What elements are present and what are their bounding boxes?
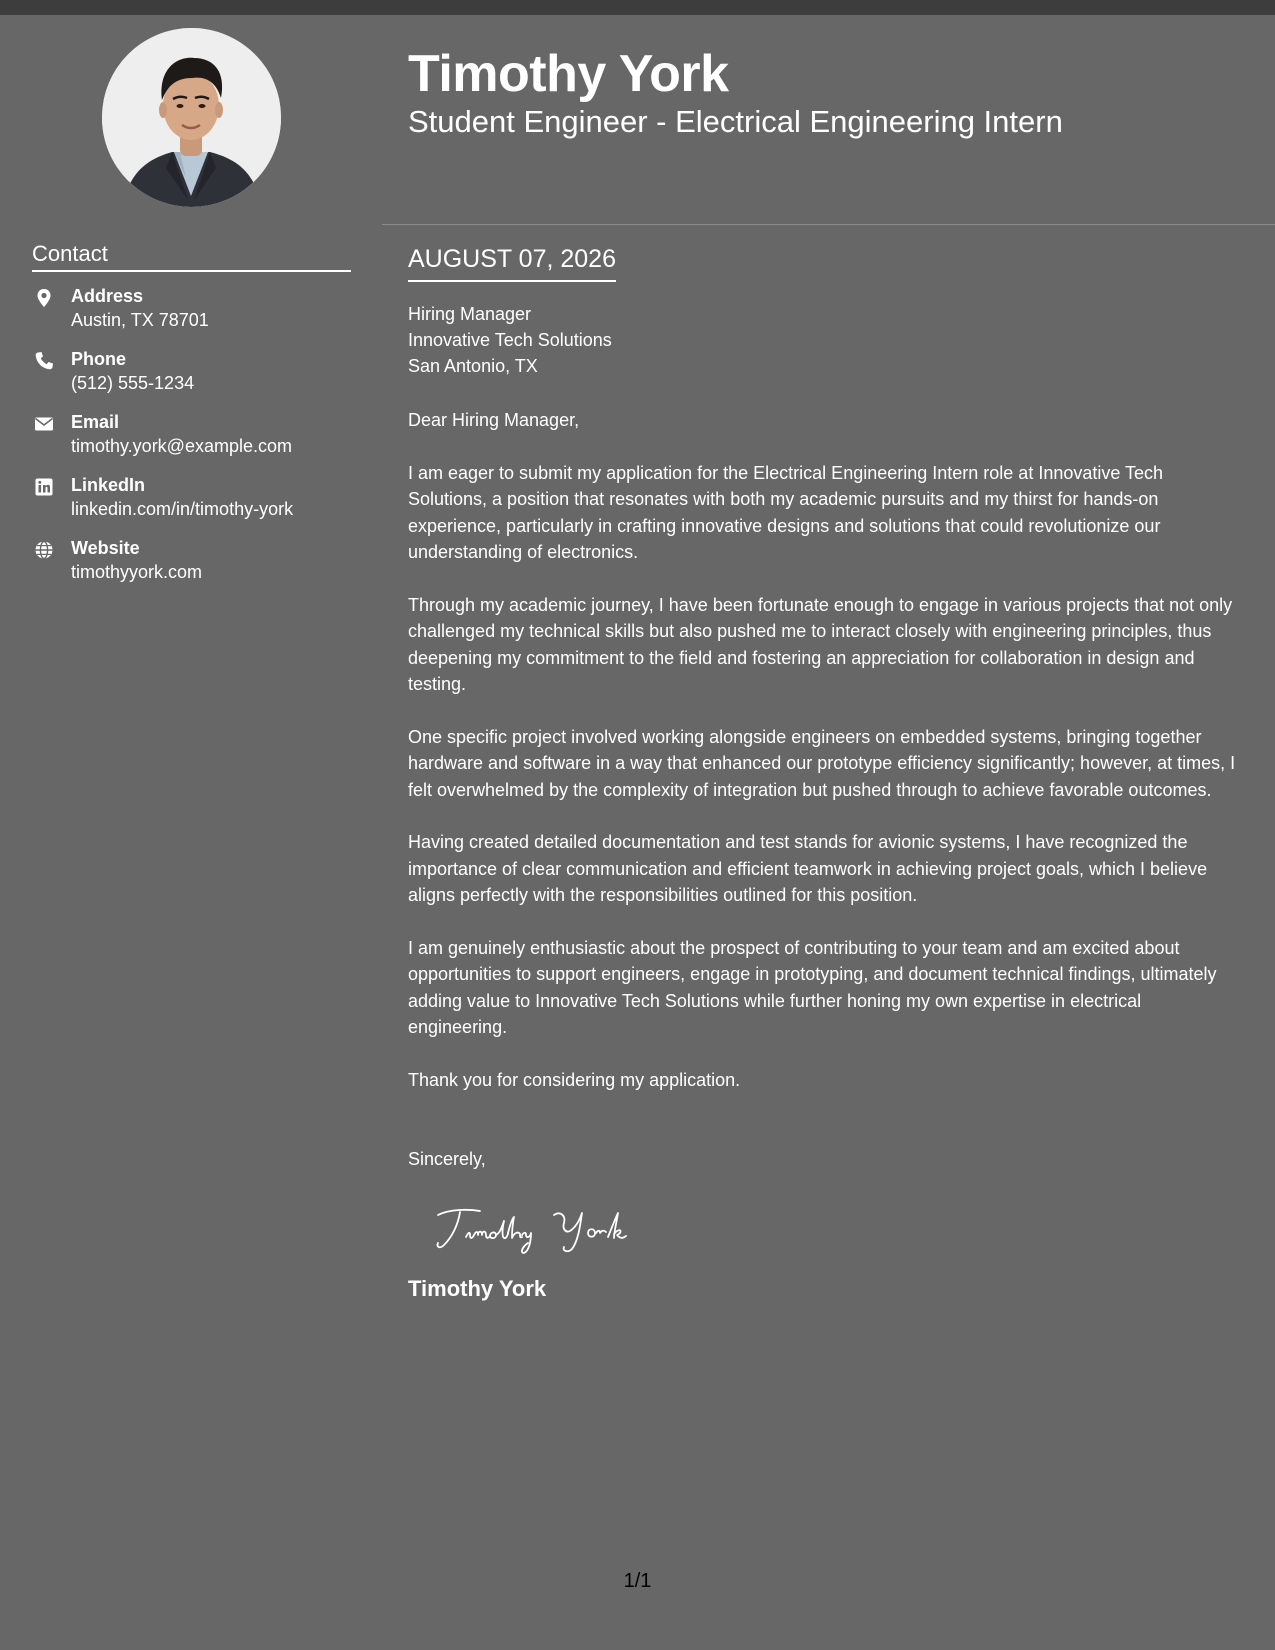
contact-item-email — [32, 410, 362, 473]
letter-paragraph: Through my academic journey, I have been fortunate enough to engage in various projects that not only challenged my technical skills but also pushed me to interact closely with engineering principles, thus deepening my commitment to the field and fostering an appreciation for collaboration in design and testing. — [408, 594, 1233, 694]
closing: Sincerely, — [408, 1149, 486, 1169]
letter-paragraph: Having created detailed documentation and test stands for avionic systems, I have recognized the importance of clear communication and efficient teamwork in achieving project goals, which I believe aligns perfectly with the responsibilities outlined for this position. — [408, 832, 1208, 905]
salutation: Dear Hiring Manager, — [408, 410, 580, 430]
recipient-line: Innovative Tech Solutions — [408, 330, 612, 350]
linkedin-icon — [34, 477, 54, 497]
avatar — [102, 28, 281, 207]
header-divider — [382, 224, 1275, 225]
letter-paragraph: I am genuinely enthusiastic about the prospect of contributing to your team and am excited about opportunities to support engineers, engage in prototyping, and document technical findings, ultimately adding value to Innovative Tech Solutions while further honing my own expertise in electrical engineering. — [408, 937, 1217, 1037]
contact-item-website — [32, 536, 362, 599]
recipient-block — [408, 301, 1240, 379]
globe-icon — [34, 540, 54, 560]
map-pin-icon — [34, 288, 54, 308]
letter-body — [408, 242, 1240, 1303]
contact-email-value[interactable]: timothy.york@example.com — [71, 436, 293, 456]
applicant-name: Timothy York — [408, 45, 729, 103]
top-bar — [0, 0, 1275, 15]
handwritten-signature — [432, 1201, 1240, 1257]
contact-address-value: Austin, TX 78701 — [71, 310, 209, 330]
contact-list — [32, 284, 362, 599]
contact-label: Email — [71, 412, 120, 432]
letter-paragraph: One specific project involved working alongside engineers on embedded systems, bringing together hardware and software in a way that enhanced our prototype efficiency significantly; however, at times, I felt overwhelmed by the complexity of integration but pushed through to achieve favorable outcomes. — [408, 726, 1236, 800]
contact-item-linkedin — [32, 473, 362, 536]
letter-paragraph: Thank you for considering my application. — [408, 1069, 741, 1090]
contact-heading: Contact — [32, 241, 351, 272]
sidebar — [0, 15, 382, 1650]
contact-website-value[interactable]: timothyyork.com — [71, 562, 203, 582]
phone-icon — [34, 351, 54, 371]
recipient-line: San Antonio, TX — [408, 356, 538, 376]
page-number: 1/1 — [623, 1570, 652, 1592]
contact-item-address — [32, 284, 362, 347]
contact-label: Address — [71, 286, 144, 306]
contact-linkedin-value[interactable]: linkedin.com/in/timothy-york — [71, 499, 294, 519]
letter-date: AUGUST 07, 2026 — [408, 242, 616, 282]
profile-photo — [102, 28, 281, 207]
contact-phone-value: (512) 555-1234 — [71, 373, 195, 393]
signed-name: Timothy York — [408, 1275, 547, 1301]
recipient-line: Hiring Manager — [408, 304, 532, 324]
job-title: Student Engineer - Electrical Engineering Intern — [408, 104, 1063, 139]
letter-paragraph: I am eager to submit my application for the Electrical Engineering Intern role at Innovative Tech Solutions, a position that resonates with both my academic pursuits and my thirst for hands-on experience, particularly in crafting innovative designs and solutions that could revolutionize our understanding of electronics. — [408, 462, 1164, 562]
envelope-icon — [34, 414, 54, 434]
contact-label: Website — [71, 538, 140, 558]
contact-label: LinkedIn — [71, 475, 146, 495]
contact-item-phone — [32, 347, 362, 410]
signature-image — [432, 1201, 662, 1257]
contact-label: Phone — [71, 349, 127, 369]
